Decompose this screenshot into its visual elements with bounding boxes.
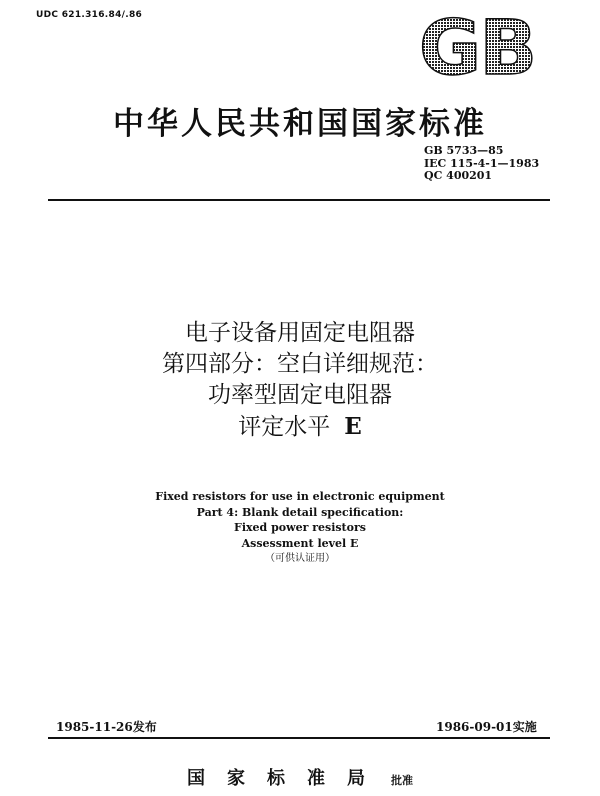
standard-codes xyxy=(424,145,539,183)
assessment-level-value: E xyxy=(344,413,362,440)
issuer-line xyxy=(0,764,600,790)
gb-logo xyxy=(402,10,552,80)
issuer-name: 国家标准局 xyxy=(187,768,387,789)
implementation-date: 1986-09-01实施 xyxy=(436,720,537,734)
chinese-title-line: 电子设备用固定电阻器 xyxy=(185,320,415,346)
standard-code-iec: IEC 115-4-1—1983 xyxy=(424,156,540,170)
english-title-line: Fixed power resistors xyxy=(234,521,366,534)
english-title-line: Fixed resistors for use in electronic equipment xyxy=(155,490,445,503)
chinese-title xyxy=(0,318,600,443)
chinese-title-line: 功率型固定电阻器 xyxy=(208,382,392,408)
assessment-level-label: 评定水平 xyxy=(238,414,331,440)
standard-authority-title: 中华人民共和国国家标准 xyxy=(113,106,487,142)
chinese-title-line xyxy=(0,411,600,443)
english-title-line: Assessment level E xyxy=(241,536,359,550)
gb-logo-text: GB xyxy=(418,10,536,80)
udc-code: UDC 621.316.84/.86 xyxy=(36,10,143,20)
top-divider xyxy=(48,199,550,201)
standard-code-gb: GB 5733—85 xyxy=(424,144,504,157)
english-title-line: Part 4: Blank detail specification: xyxy=(196,505,404,519)
bottom-divider xyxy=(48,737,550,739)
chinese-title-line: 第四部分：空白详细规范： xyxy=(162,351,438,377)
standard-code-qc: QC 400201 xyxy=(424,169,493,182)
approval-label: 批准 xyxy=(391,774,413,787)
english-title xyxy=(0,489,600,567)
issue-date: 1985-11-26发布 xyxy=(56,720,157,734)
certification-note: （可供认证用） xyxy=(265,553,335,564)
